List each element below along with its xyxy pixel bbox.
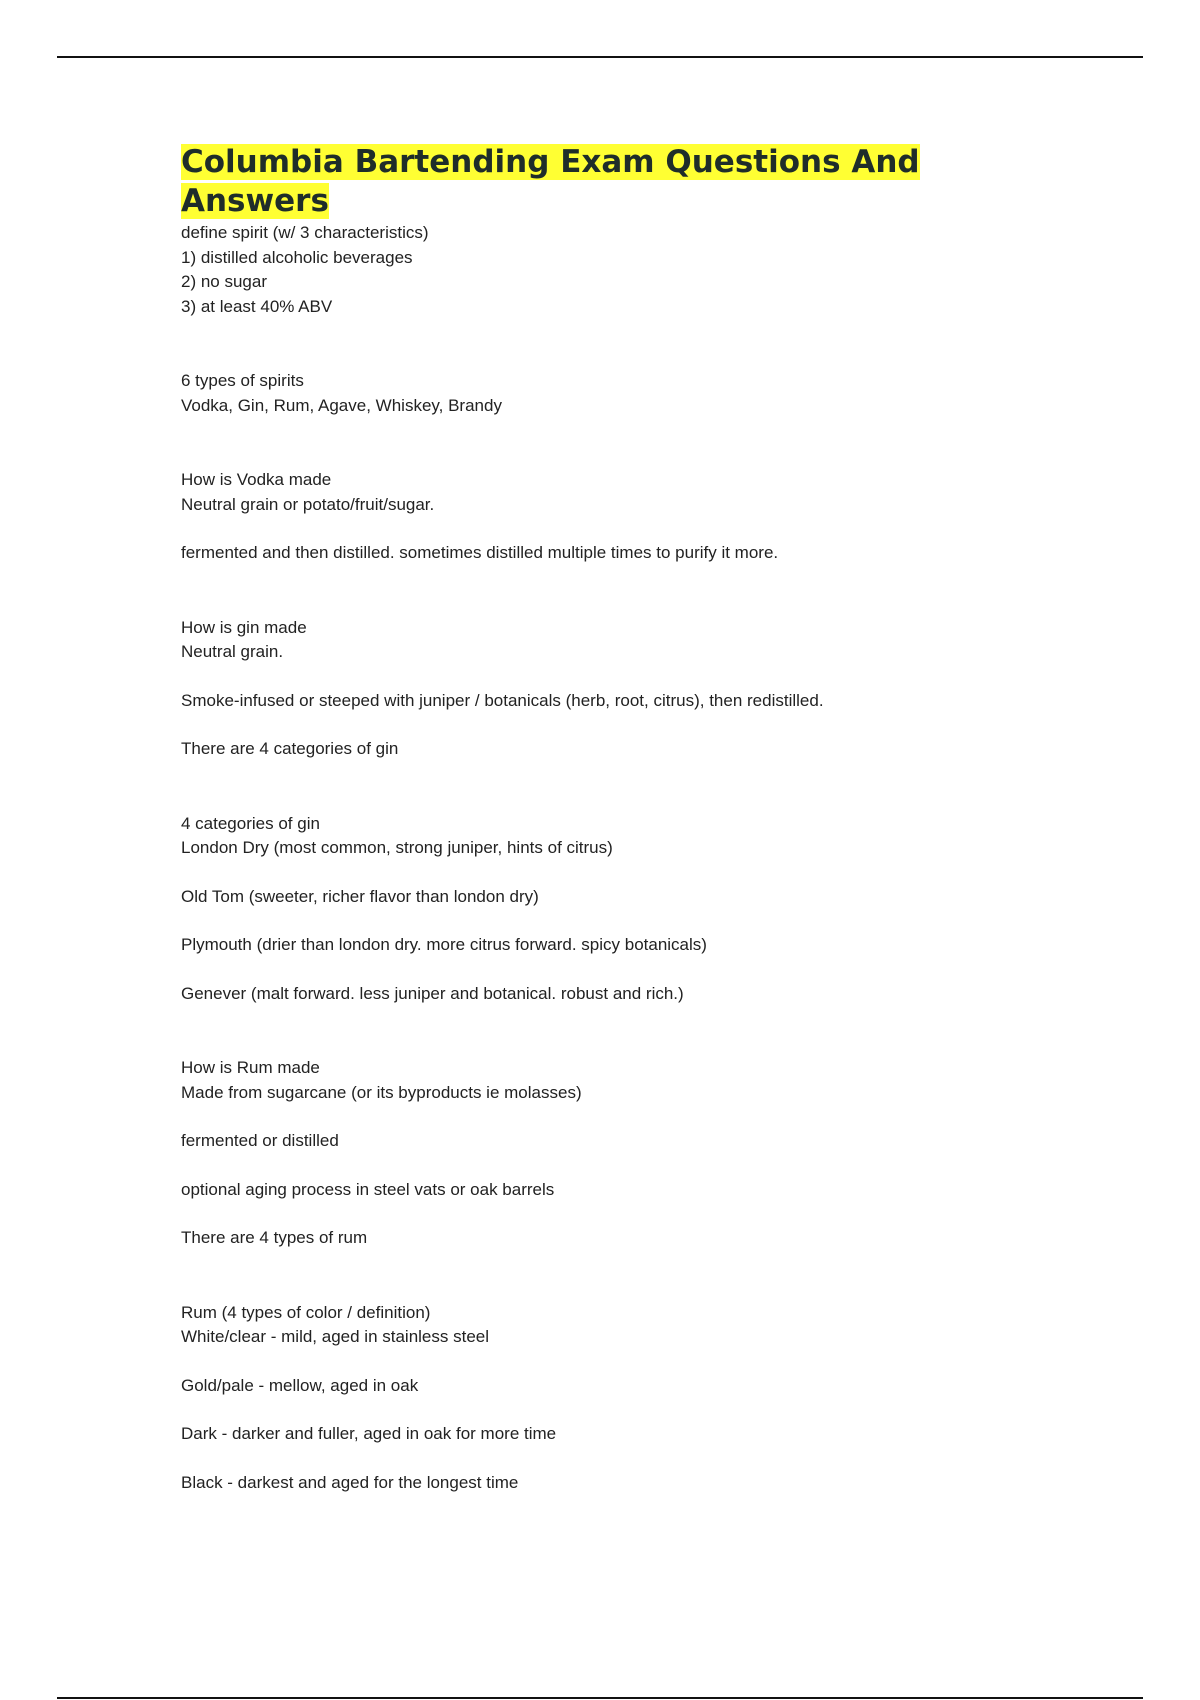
question-text: How is Vodka made (181, 470, 332, 489)
answer-line: There are 4 types of rum (181, 1228, 368, 1247)
answer-line: Black - darkest and aged for the longest time (181, 1472, 519, 1492)
qa-item (181, 1301, 1041, 1496)
answer-line: optional aging process in steel vats or oak barrels (181, 1179, 555, 1199)
answer-line: Smoke-infused or steeped with juniper / botanicals (herb, root, citrus), then redistilled. (181, 690, 824, 710)
answer-line: Plymouth (drier than london dry. more citrus forward. spicy botanicals) (181, 935, 707, 954)
document-title (181, 143, 1041, 221)
answer-line: 1) distilled alcoholic beverages (181, 247, 413, 267)
question-text: Rum (4 types of color / definition) (181, 1302, 431, 1322)
qa-item (181, 369, 1041, 418)
question-text: How is gin made (181, 617, 307, 637)
answer-line: Dark - darker and fuller, aged in oak for more time (181, 1424, 557, 1443)
answer-line: Genever (malt forward. less juniper and botanical. robust and rich.) (181, 983, 684, 1003)
answer-line: Made from sugarcane (or its byproducts ie molasses) (181, 1082, 582, 1102)
document-body (181, 143, 1041, 1495)
top-rule (57, 56, 1143, 58)
qa-item (181, 812, 1041, 1007)
qa-item (181, 221, 1041, 319)
question-text: define spirit (w/ 3 characteristics) (181, 223, 429, 242)
answer-line: fermented and then distilled. sometimes distilled multiple times to purify it more. (181, 543, 779, 562)
question-text: 4 categories of gin (181, 813, 320, 833)
answer-line: Neutral grain or potato/fruit/sugar. (181, 494, 435, 514)
answer-line: There are 4 categories of gin (181, 739, 399, 758)
answer-line: Vodka, Gin, Rum, Agave, Whiskey, Brandy (181, 395, 502, 415)
qa-item (181, 468, 1041, 566)
answer-line: 2) no sugar (181, 272, 267, 291)
qa-item (181, 1056, 1041, 1251)
question-text: How is Rum made (181, 1058, 320, 1077)
answer-line: 3) at least 40% ABV (181, 296, 333, 316)
answer-line: White/clear - mild, aged in stainless steel (181, 1327, 490, 1346)
answer-line: Gold/pale - mellow, aged in oak (181, 1375, 419, 1395)
answer-line: London Dry (most common, strong juniper, hints of citrus) (181, 838, 613, 857)
title-highlight: Columbia Bartending Exam Questions And Answers (181, 144, 920, 219)
question-text: 6 types of spirits (181, 371, 304, 390)
answer-line: Neutral grain. (181, 642, 284, 661)
qa-item (181, 616, 1041, 762)
answer-line: Old Tom (sweeter, richer flavor than london dry) (181, 886, 539, 906)
answer-line: fermented or distilled (181, 1131, 339, 1150)
bottom-rule (57, 1697, 1143, 1699)
